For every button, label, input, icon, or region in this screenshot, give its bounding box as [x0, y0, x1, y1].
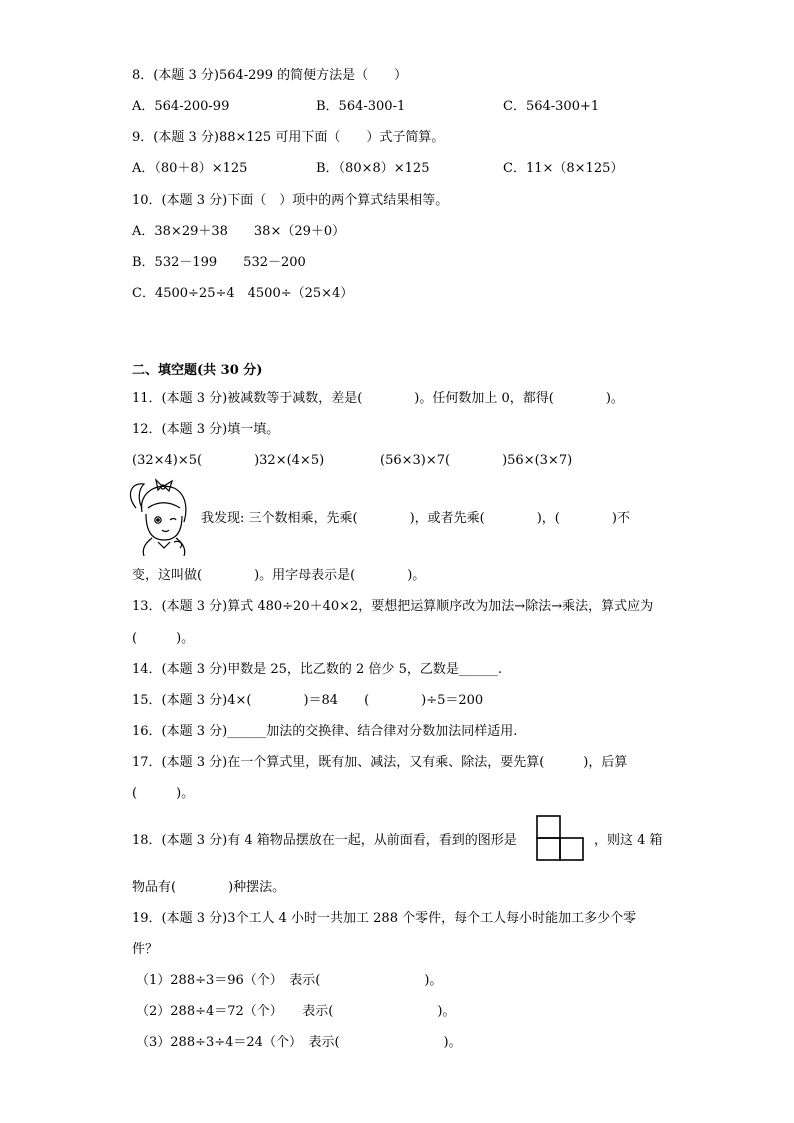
girl-illustration-icon	[128, 478, 198, 556]
q9-option-a: A．（80＋8）×125	[132, 161, 248, 176]
q11-text: 11．(本题 3 分)被减数等于减数，差是( )。任何数加上 0，都得( )。	[132, 391, 624, 406]
q8-option-b: B．564-300-1	[316, 99, 406, 114]
q8-option-a: A．564-200-99	[132, 99, 230, 114]
q16-text: 16．(本题 3 分)______加法的交换律、结合律对分数加法同样适用.	[132, 724, 518, 739]
q10-option-a: A．38×29＋38 38×（29＋0）	[132, 224, 346, 239]
q19-line-1: 19．(本题 3 分)3个工人 4 小时一共加工 288 个零件，每个工人每小时能加工多少个零	[132, 911, 637, 926]
q17-line-2: ( )。	[132, 786, 195, 801]
q9-stem: 9．(本题 3 分)88×125 可用下面（ ）式子简算。	[132, 130, 445, 145]
q12-discovery-cont: 变，这叫做( )。用字母表示是( )。	[132, 568, 426, 583]
q12-expression-2: (56×3)×7( )56×(3×7)	[380, 453, 573, 468]
q12-expression-1: (32×4)×5( )32×(4×5)	[132, 453, 325, 468]
q9-option-c: C．11×（8×125）	[503, 161, 624, 176]
q19-item-1: （1）288÷3＝96（个） 表示( )。	[136, 973, 443, 988]
q17-line-1: 17．(本题 3 分)在一个算式里，既有加、减法，又有乘、除法，要先算( )，后算	[132, 755, 628, 770]
q9-option-b: B．（80×8）×125	[316, 161, 430, 176]
q19-item-2: （2）288÷4＝72（个） 表示( )。	[136, 1004, 456, 1019]
q10-option-c: C．4500÷25÷4 4500÷（25×4）	[132, 286, 354, 301]
q12-stem: 12．(本题 3 分)填一填。	[132, 422, 280, 437]
q15-text: 15．(本题 3 分)4×( )＝84 ( )÷5＝200	[132, 693, 484, 708]
q13-line-2: ( )。	[132, 631, 195, 646]
q19-line-2: 件？	[132, 942, 159, 957]
q14-text: 14．(本题 3 分)甲数是 25，比乙数的 2 倍少 5，乙数是______.	[132, 662, 502, 677]
q8-stem: 8．(本题 3 分)564-299 的简便方法是（ ）	[132, 68, 408, 83]
q10-option-b: B．532－199 532－200	[132, 255, 306, 270]
box-front-view-icon	[536, 815, 584, 861]
section-heading: 二、填空题(共 30 分)	[132, 363, 263, 378]
q18-line-2: 物品有( )种摆法。	[132, 880, 286, 895]
q12-discovery: 我发现: 三个数相乘，先乘( )，或者先乘( )，( )不	[201, 511, 630, 526]
q18-text-before: 18．(本题 3 分)有 4 箱物品摆放在一起，从前面看，看到的图形是	[132, 833, 517, 848]
q10-stem: 10．(本题 3 分)下面（ ）项中的两个算式结果相等。	[132, 193, 449, 208]
q13-line-1: 13．(本题 3 分)算式 480÷20＋40×2，要想把运算顺序改为加法→除法→乘法，算式应为	[132, 599, 654, 614]
q19-item-3: （3）288÷3÷4＝24（个） 表示( )。	[136, 1035, 462, 1050]
q8-option-c: C．564-300+1	[503, 99, 600, 114]
q18-text-after: ，则这 4 箱	[594, 833, 663, 848]
